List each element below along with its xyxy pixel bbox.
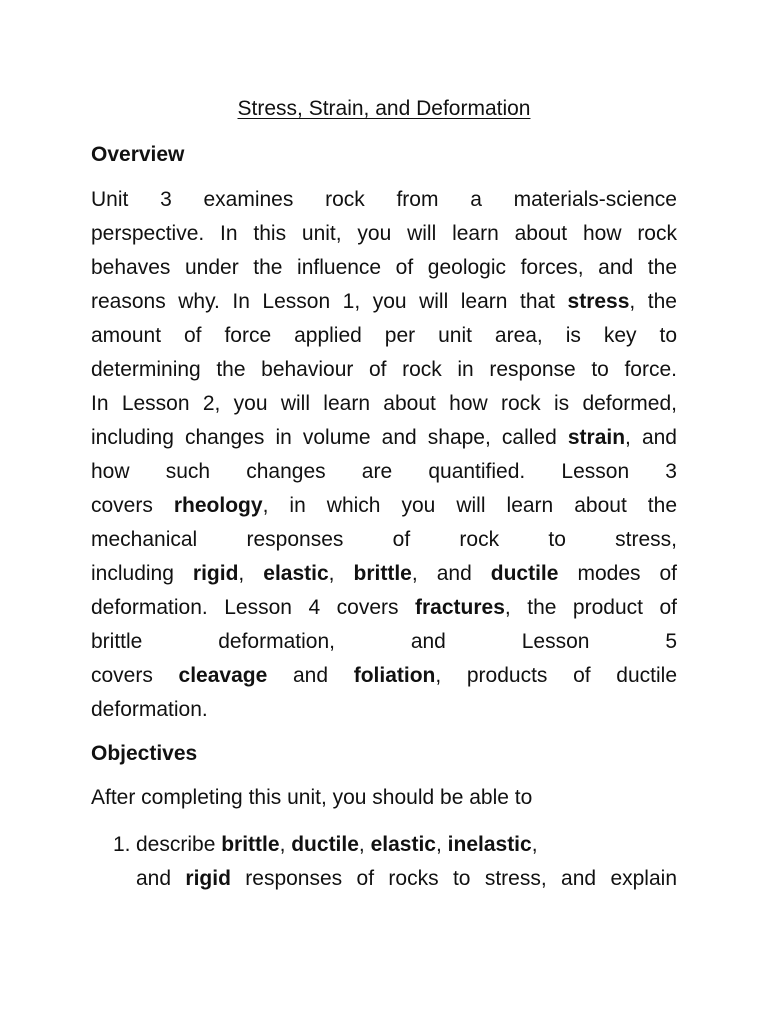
- bold-term: inelastic: [447, 833, 532, 856]
- text-line: [91, 251, 677, 285]
- bold-term: elastic: [263, 562, 329, 585]
- text-segment: brittle deformation, and Lesson 5: [91, 630, 677, 653]
- text-segment: , the: [629, 290, 677, 313]
- overview-paragraph: [91, 183, 677, 727]
- text-segment: responses of rocks to stress, and explain: [230, 867, 677, 890]
- bold-term: fractures: [415, 596, 505, 619]
- text-line: [91, 557, 677, 591]
- text-line: [91, 523, 677, 557]
- text-segment: , products of ductile: [435, 664, 677, 687]
- overview-heading: Overview: [91, 143, 185, 166]
- text-line: [91, 421, 677, 455]
- text-segment: reasons why. In Lesson 1, you will learn that: [91, 290, 568, 313]
- text-segment: ,: [531, 833, 538, 856]
- text-segment: determining the behaviour of rock in response to force.: [91, 358, 677, 381]
- bold-term: rigid: [185, 867, 231, 890]
- bold-term: rheology: [173, 494, 263, 517]
- text-segment: deformation.: [91, 698, 208, 721]
- text-line: [91, 693, 677, 727]
- text-segment: ,: [238, 562, 264, 585]
- text-segment: ,: [279, 833, 292, 856]
- objectives-heading: Objectives: [91, 742, 198, 765]
- text-segment: covers: [91, 664, 179, 687]
- objectives-list: [91, 828, 677, 896]
- text-segment: including: [91, 562, 193, 585]
- text-segment: amount of force applied per unit area, is key to: [91, 324, 677, 347]
- objectives-intro: After completing this unit, you should be able to: [91, 786, 533, 809]
- text-line: [91, 489, 677, 523]
- text-line: [136, 828, 677, 862]
- text-segment: , the product of: [504, 596, 677, 619]
- text-segment: deformation. Lesson 4 covers: [91, 596, 415, 619]
- text-segment: including changes in volume and shape, called: [91, 426, 568, 449]
- text-segment: perspective. In this unit, you will learn about how rock: [91, 222, 677, 245]
- text-segment: and: [136, 867, 186, 890]
- text-segment: In Lesson 2, you will learn about how rock is deformed,: [91, 392, 677, 415]
- text-line: [91, 591, 677, 625]
- objective-item: [91, 828, 677, 896]
- objective-number: 1.: [113, 833, 131, 856]
- text-line: [91, 455, 677, 489]
- text-line: [91, 217, 677, 251]
- bold-term: brittle: [221, 833, 280, 856]
- text-segment: ,: [435, 833, 448, 856]
- text-segment: describe: [136, 833, 222, 856]
- text-line: [136, 862, 677, 896]
- bold-term: elastic: [370, 833, 436, 856]
- text-segment: , and: [411, 562, 491, 585]
- text-segment: and: [267, 664, 354, 687]
- text-segment: mechanical responses of rock to stress,: [91, 528, 677, 551]
- bold-term: rigid: [192, 562, 239, 585]
- text-segment: behaves under the influence of geologic forces, and the: [91, 256, 677, 279]
- text-segment: , and: [625, 426, 677, 449]
- bold-term: foliation: [353, 664, 436, 687]
- text-segment: how such changes are quantified. Lesson 3: [91, 460, 677, 483]
- text-segment: Unit 3 examines rock from a materials-science: [91, 188, 677, 211]
- text-segment: , in which you will learn about the: [262, 494, 678, 517]
- text-segment: ,: [358, 833, 371, 856]
- text-line: [91, 183, 677, 217]
- bold-term: brittle: [353, 562, 412, 585]
- text-line: [91, 659, 677, 693]
- text-line: [91, 319, 677, 353]
- document-title: Stress, Strain, and Deformation: [237, 97, 531, 120]
- bold-term: cleavage: [178, 664, 268, 687]
- bold-term: ductile: [490, 562, 559, 585]
- text-line: [91, 353, 677, 387]
- text-line: [91, 387, 677, 421]
- text-line: [91, 285, 677, 319]
- bold-term: stress: [567, 290, 630, 313]
- text-segment: covers: [91, 494, 174, 517]
- text-segment: modes of: [558, 562, 678, 585]
- text-segment: ,: [328, 562, 354, 585]
- text-line: [91, 625, 677, 659]
- bold-term: ductile: [291, 833, 359, 856]
- bold-term: strain: [567, 426, 626, 449]
